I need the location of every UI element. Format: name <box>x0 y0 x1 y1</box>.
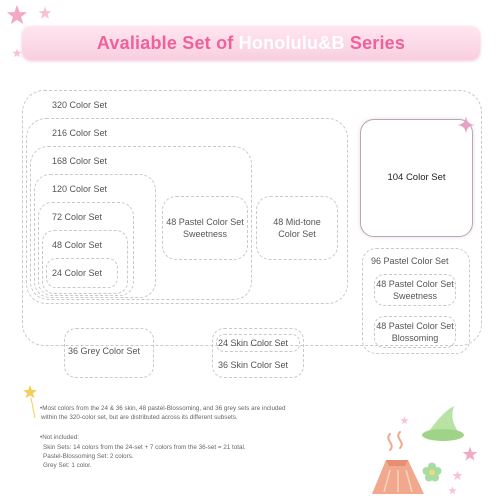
skin-36-label: 36 Skin Color Set <box>218 360 289 370</box>
witch-hat-icon <box>420 404 466 444</box>
page-title <box>22 26 480 60</box>
set-48-label: 48 Color Set <box>52 240 103 250</box>
note-line-4: Skin Sets: 14 colors from the 24-set + 7 colors from the 36-set = 21 total. <box>43 444 246 451</box>
note-line-6: Grey Set: 1 color. <box>43 462 92 469</box>
set-320-label: 320 Color Set <box>52 100 108 110</box>
star-icon <box>38 6 52 20</box>
sparkle-icon <box>457 116 475 134</box>
star-icon <box>452 470 463 481</box>
star-icon <box>462 446 478 462</box>
note-line-5: Pastel-Blossoming Set: 2 colors. <box>43 453 134 460</box>
note-line-1: •Most colors from the 24 & 36 skin, 48 pastel-Blossoming, and 36 grey sets are included <box>40 405 286 412</box>
set-104-label: 104 Color Set <box>387 172 446 183</box>
set-168-label: 168 Color Set <box>52 156 108 166</box>
star-icon <box>448 486 457 495</box>
skin-24-label: 24 Skin Color Set <box>218 338 289 348</box>
pastel-blossoming-sub-label: 48 Pastel Color Set Blossoming <box>376 321 454 343</box>
grey-36-label: 36 Grey Color Set <box>68 346 141 356</box>
brand-name: Honolulu&B <box>238 33 345 53</box>
pastel-96-label: 96 Pastel Color Set <box>371 256 449 266</box>
note-line-3: •Not included: <box>40 434 79 441</box>
star-icon <box>400 416 409 425</box>
volcano-icon <box>368 430 428 496</box>
flower-icon <box>422 462 442 482</box>
midtone-48-label: 48 Mid-tone Color Set <box>273 217 321 239</box>
note-line-2: within the 320-color set, but are distributed across its different subsets. <box>41 414 238 421</box>
set-72-label: 72 Color Set <box>52 212 103 222</box>
pastel-sweetness-sub-label: 48 Pastel Color Set Sweetness <box>376 279 454 301</box>
set-216-label: 216 Color Set <box>52 128 108 138</box>
title-text-end: Series <box>344 33 406 53</box>
star-icon <box>6 4 28 26</box>
set-120-label: 120 Color Set <box>52 184 108 194</box>
set-24-label: 24 Color Set <box>52 268 103 278</box>
star-icon <box>12 48 22 58</box>
title-text: Avaliable Set of <box>96 33 239 53</box>
pastel-sweetness-48-label: 48 Pastel Color Set Sweetness <box>166 217 244 239</box>
